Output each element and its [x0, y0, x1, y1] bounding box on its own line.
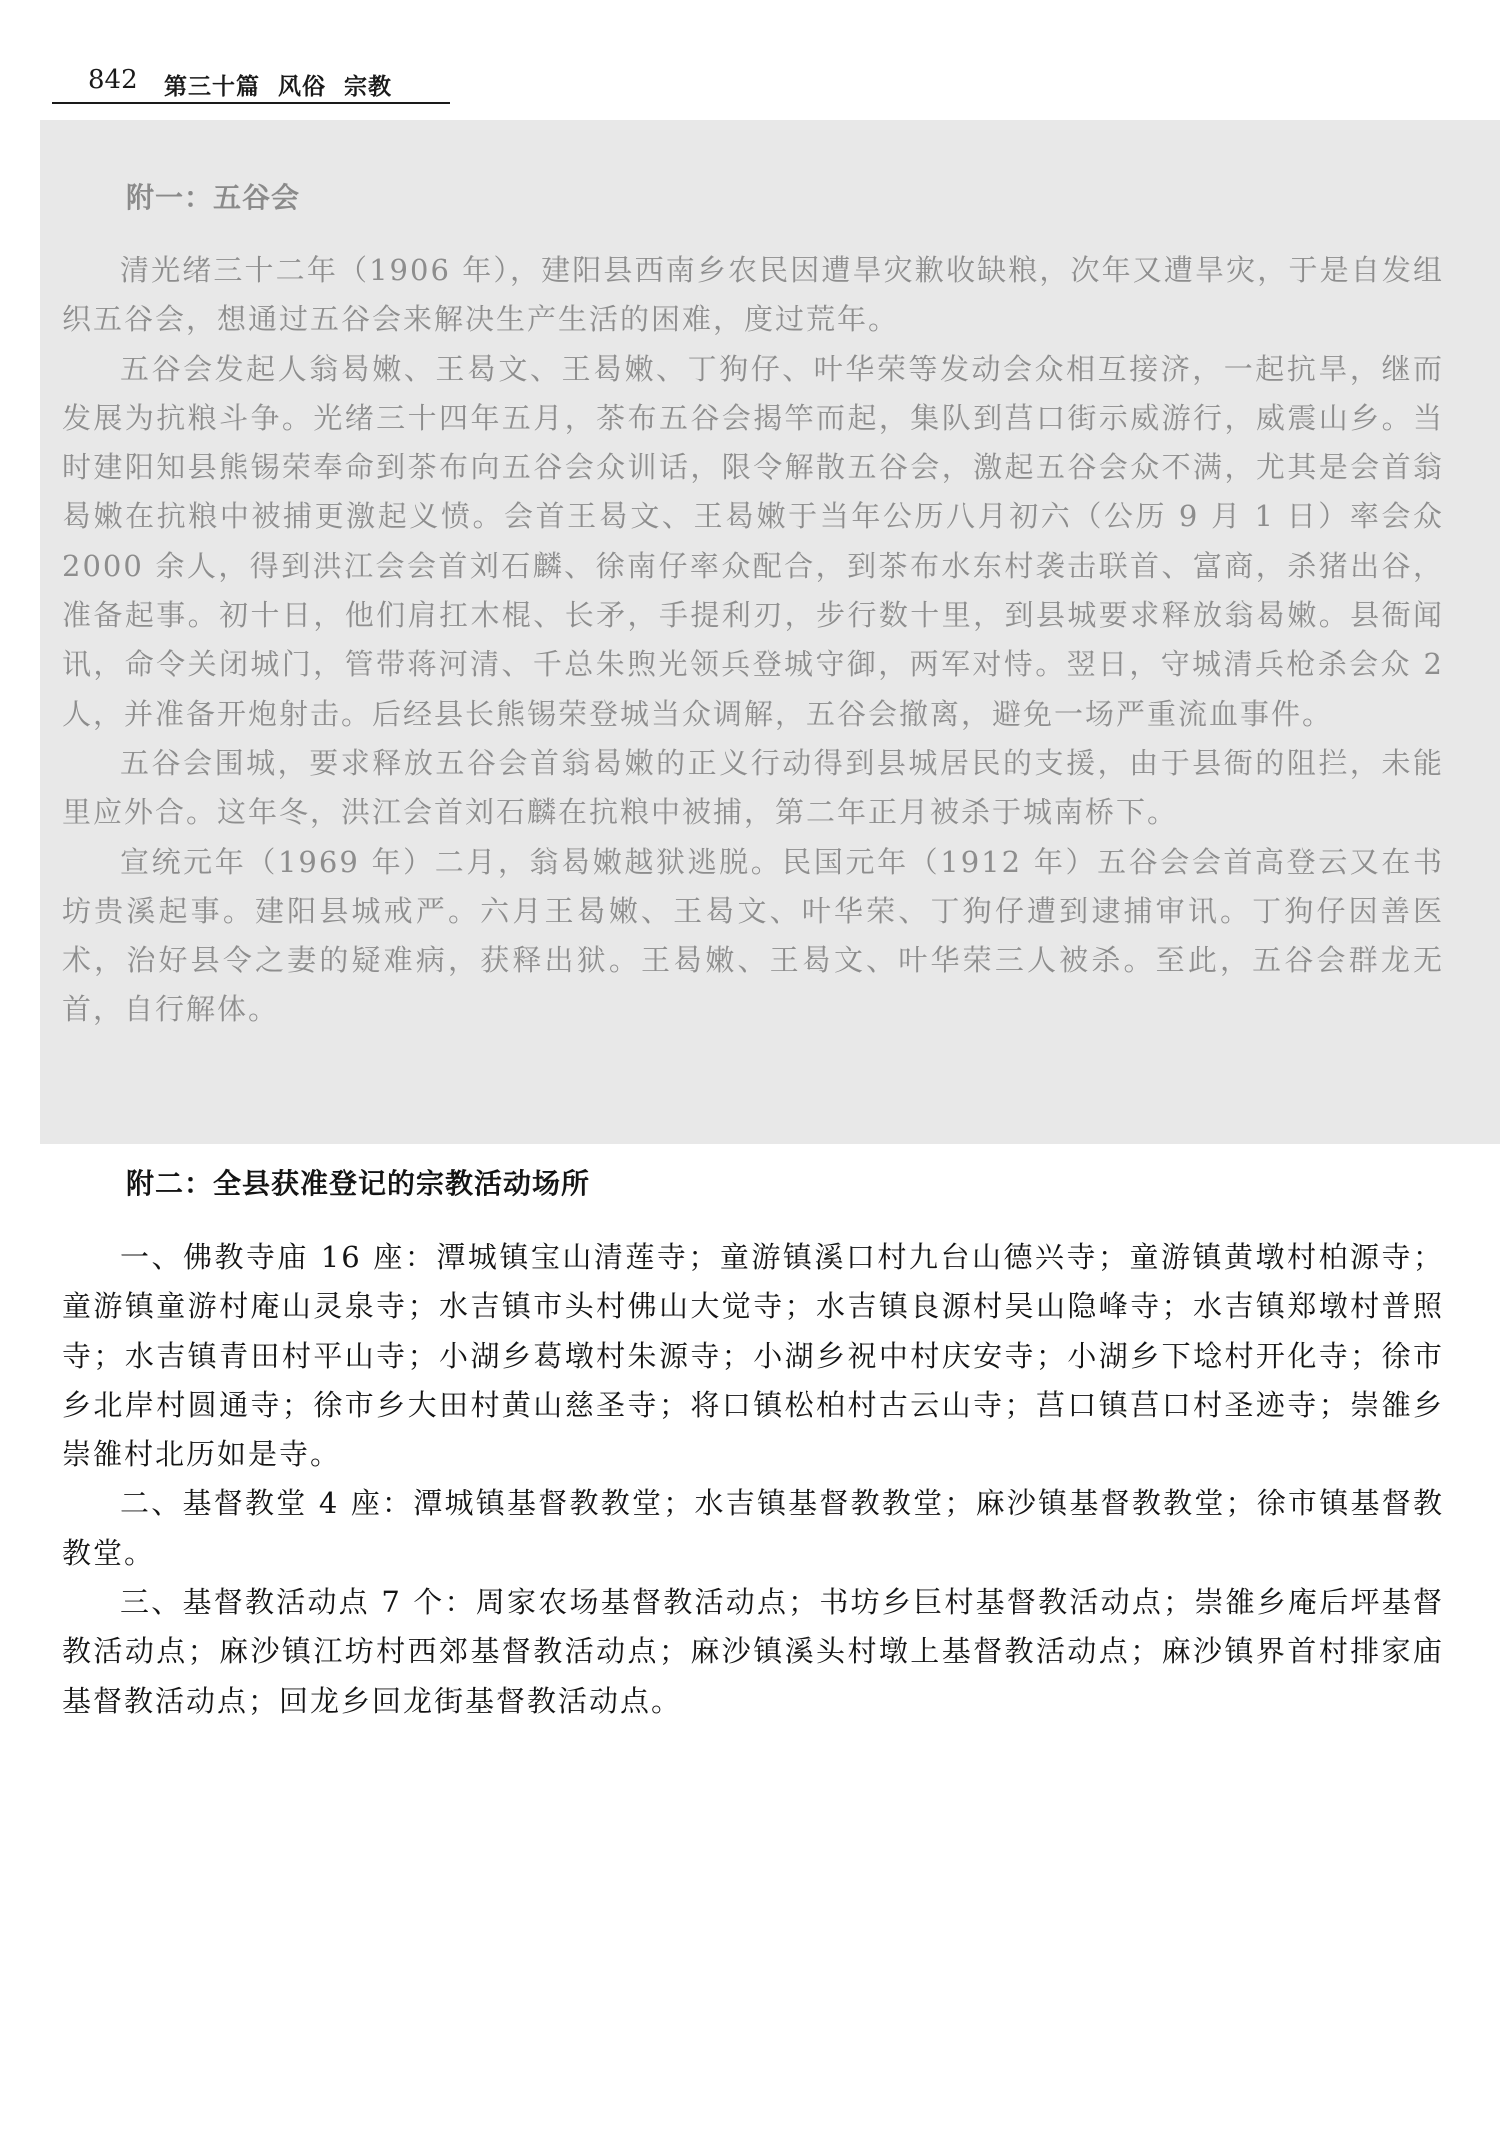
appendix-2-paragraph: 三、基督教活动点 7 个：周家农场基督教活动点；书坊乡巨村基督教活动点；崇雒乡庵后坪基督教活动点；麻沙镇江坊村西郊基督教活动点；麻沙镇溪头村墩上基督教活动点；麻沙镇界首村排家庙基督教活动点；回龙乡回龙街基督教活动点。	[62, 1585, 1444, 1718]
appendix-1-paragraph: 五谷会围城，要求释放五谷会首翁曷嫩的正义行动得到县城居民的支援，由于县衙的阻拦，未能里应外合。这年冬，洪江会首刘石麟在抗粮中被捕，第二年正月被杀于城南桥下。	[62, 745, 1444, 830]
appendix-1-paragraph: 五谷会发起人翁曷嫩、王曷文、王曷嫩、丁狗仔、叶华荣等发动会众相互接济，一起抗旱，继而发展为抗粮斗争。光绪三十四年五月，茶布五谷会揭竿而起，集队到莒口街示威游行，威震山乡。当时建阳知县熊锡荣奉命到茶布向五谷会众训话，限令解散五谷会，激起五谷会众不满，尤其是会首翁曷嫩在抗粮中被捕更激起义愤。会首王曷文、王曷嫩于当年公历八月初六（公历 9 月 1 日）率会众 2000 余人，得到洪江会会首刘石麟、徐南仔率众配合，到茶布水东村袭击联首、富商，杀猪出谷，准备起事。初十日，他们肩扛木棍、长矛，手提利刃，步行数十里，到县城要求释放翁曷嫩。县衙闻讯，命令关闭城门，管带蒋河清、千总朱煦光领兵登城守御，两军对恃。翌日，守城清兵枪杀会众 2 人，并准备开炮射击。后经县长熊锡荣登城当众调解，五谷会撤离，避免一场严重流血事件。	[62, 351, 1444, 731]
page-number: 842	[88, 65, 138, 95]
appendix-1-heading: 附一：五谷会	[126, 181, 301, 214]
appendix-1-paragraph: 清光绪三十二年（1906 年），建阳县西南乡农民因遭旱灾歉收缺粮，次年又遭旱灾，于是自发组织五谷会，想通过五谷会来解决生产生活的困难，度过荒年。	[62, 253, 1444, 337]
appendix-2-paragraph: 一、佛教寺庙 16 座：潭城镇宝山清莲寺；童游镇溪口村九台山德兴寺；童游镇黄墩村柏源寺；童游镇童游村庵山灵泉寺；水吉镇市头村佛山大觉寺；水吉镇良源村吴山隐峰寺；水吉镇郑墩村普照寺；水吉镇青田村平山寺；小湖乡葛墩村朱源寺；小湖乡祝中村庆安寺；小湖乡下埝村开化寺；徐市乡北岸村圆通寺；徐市乡大田村黄山慈圣寺；将口镇松柏村古云山寺；莒口镇莒口村圣迹寺；崇雒乡崇雒村北历如是寺。	[62, 1240, 1444, 1472]
appendix-2-body	[62, 1233, 1444, 1726]
appendix-1-body	[62, 246, 1444, 1035]
appendix-1-paragraph: 宣统元年（1969 年）二月，翁曷嫩越狱逃脱。民国元年（1912 年）五谷会会首高登云又在书坊贵溪起事。建阳县城戒严。六月王曷嫩、王曷文、叶华荣、丁狗仔遭到逮捕审讯。丁狗仔因善医术，治好县令之妻的疑难病，获释出狱。王曷嫩、王曷文、叶华荣三人被杀。至此，五谷会群龙无首，自行解体。	[62, 844, 1444, 1027]
running-header	[52, 62, 450, 104]
appendix-2-heading: 附二：全县获准登记的宗教活动场所	[126, 1167, 591, 1200]
section-title: 第三十篇 风俗 宗教	[164, 74, 393, 100]
appendix-2-paragraph: 二、基督教堂 4 座：潭城镇基督教教堂；水吉镇基督教教堂；麻沙镇基督教教堂；徐市镇基督教教堂。	[62, 1486, 1444, 1570]
